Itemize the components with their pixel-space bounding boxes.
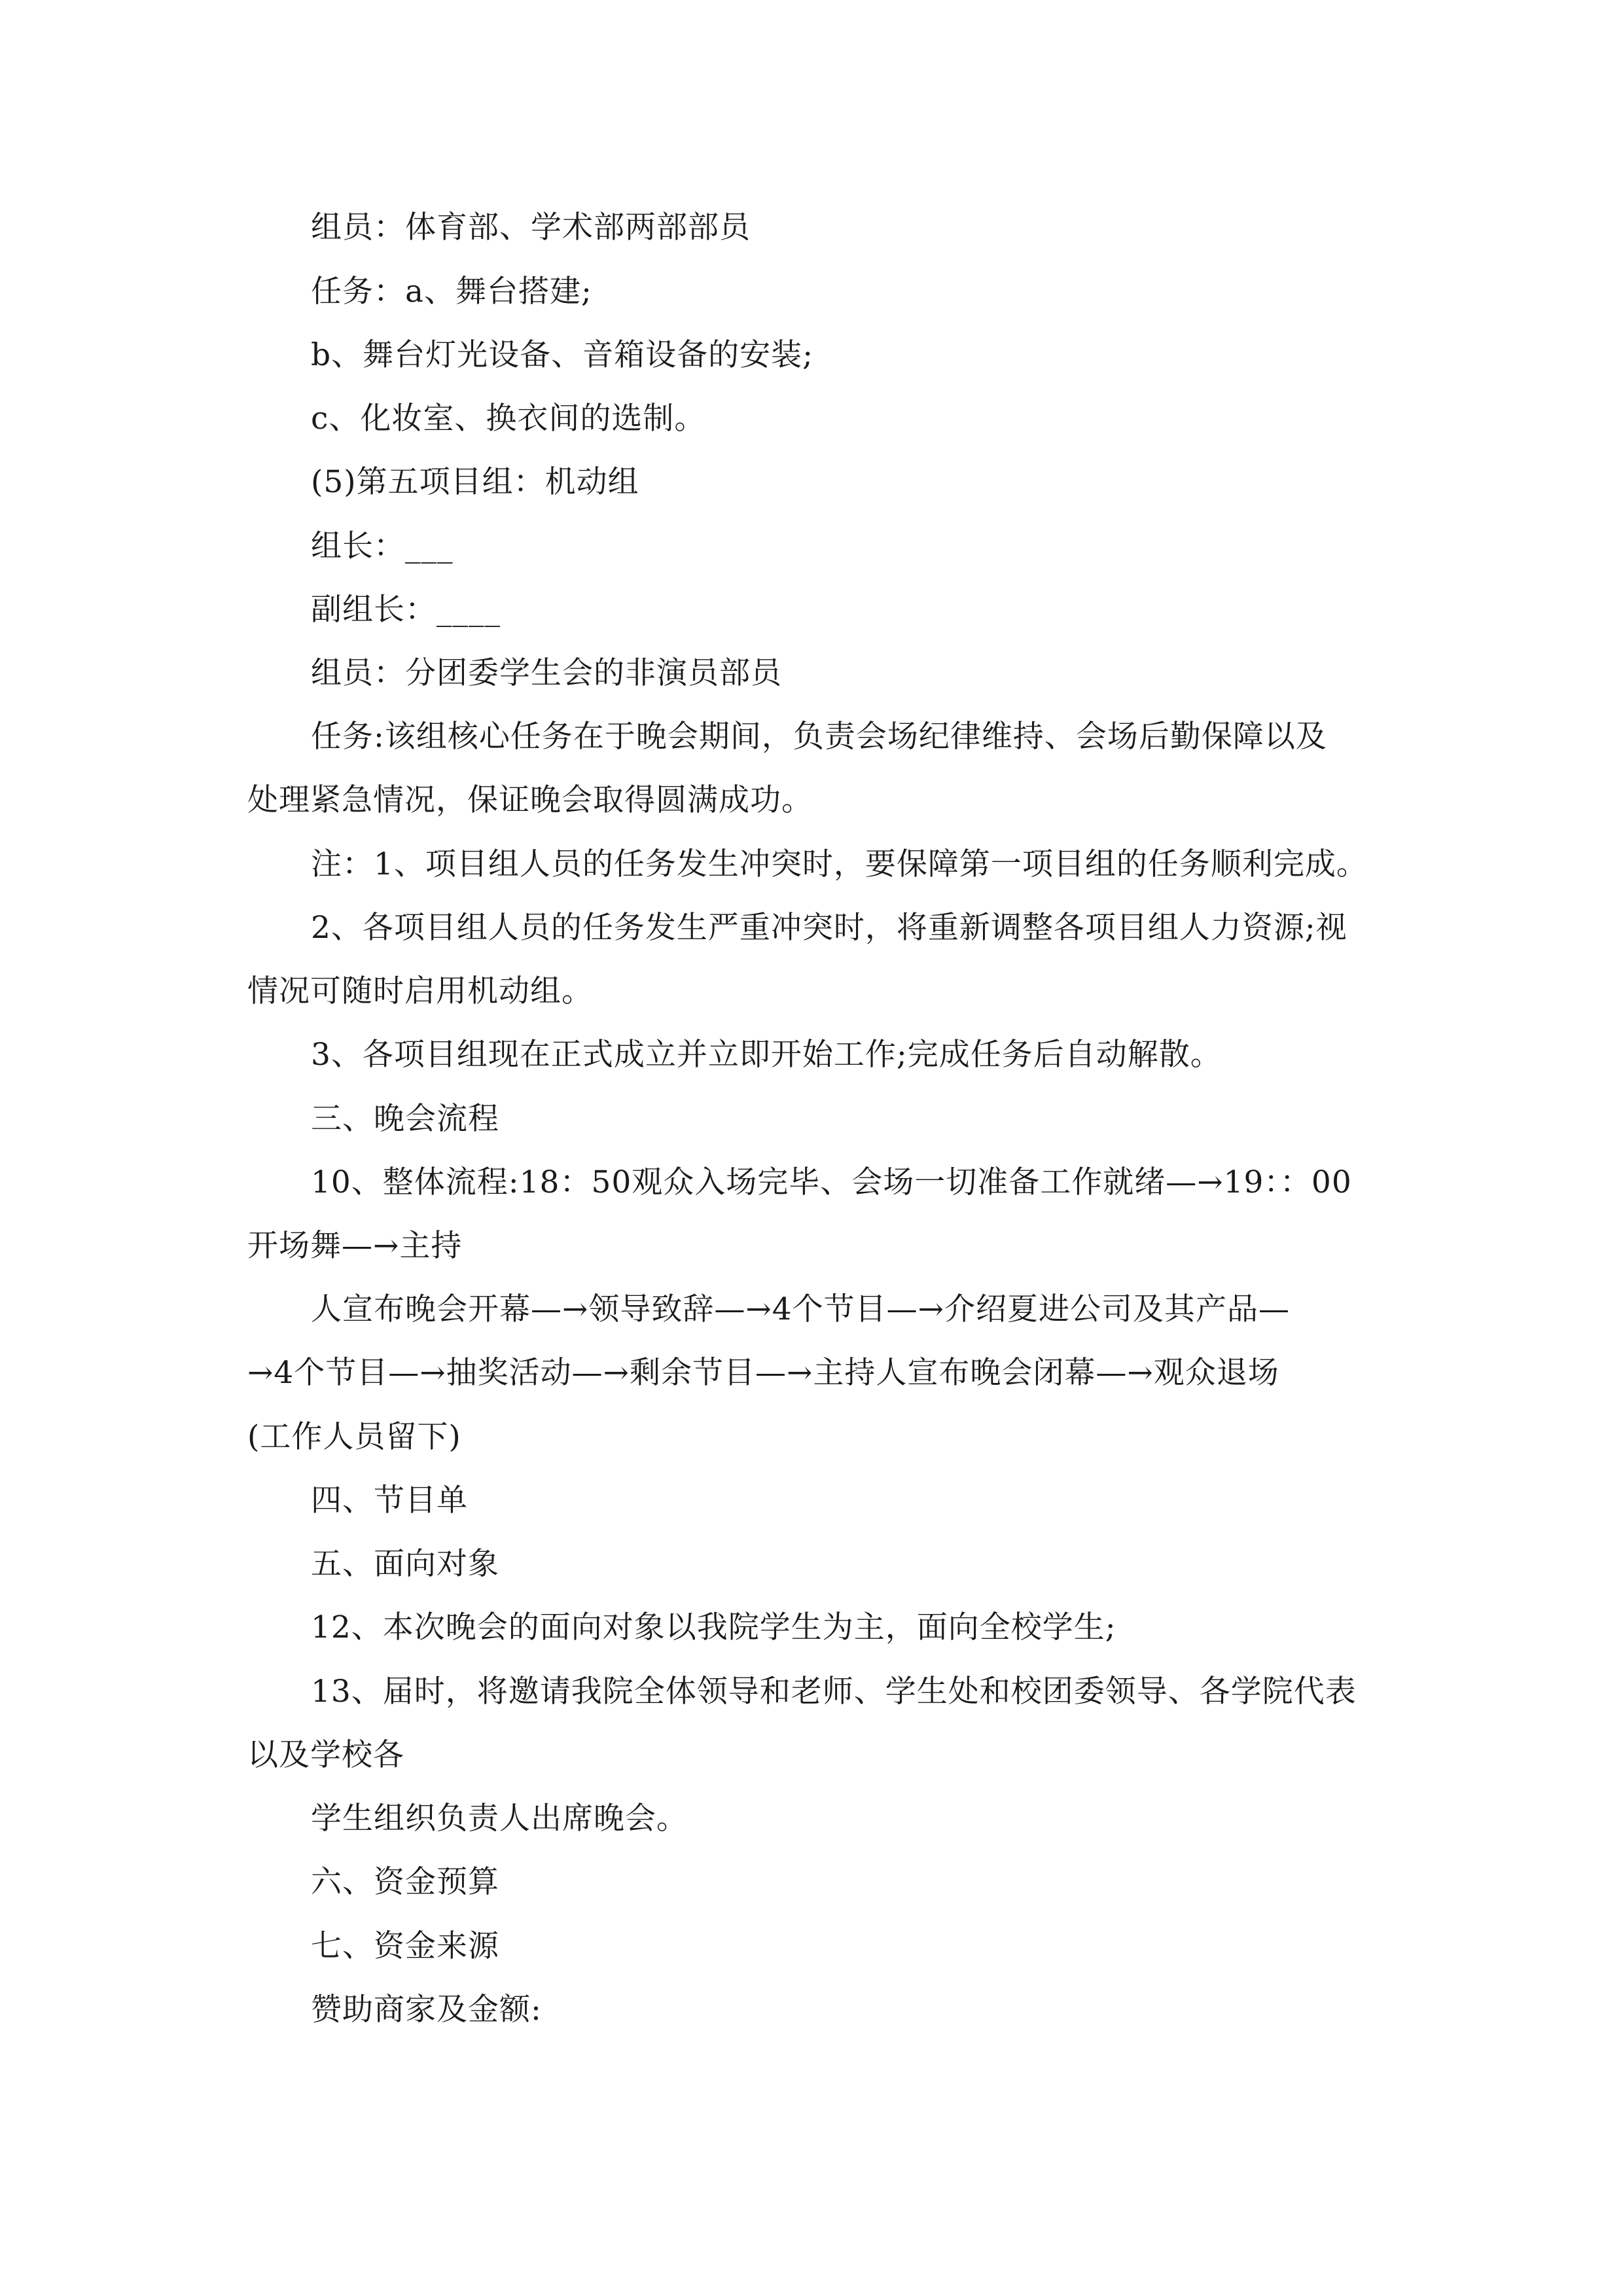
text-line: 赞助商家及金额: (311, 1992, 542, 2028)
text-line: →4个节目—→抽奖活动—→剩余节目—→主持人宣布晚会闭幕—→观众退场 (247, 1355, 1279, 1391)
text-line: 副组长：____ (311, 592, 501, 628)
section-heading: 七、资金来源 (311, 1928, 499, 1964)
section-heading: (5)第五项目组：机动组 (311, 464, 639, 500)
text-line: (工作人员留下) (247, 1419, 461, 1455)
text-line: 以及学校各 (247, 1737, 404, 1773)
text-line: 人宣布晚会开幕—→领导致辞—→4个节目—→介绍夏进公司及其产品— (311, 1291, 1291, 1327)
text-line: 组长：___ (311, 528, 454, 564)
text-line: b、舞台灯光设备、音箱设备的安装; (311, 337, 813, 373)
section-heading: 五、面向对象 (311, 1546, 499, 1582)
text-line: 学生组织负责人出席晚会。 (311, 1801, 688, 1837)
text-line: c、化妆室、换衣间的选制。 (311, 401, 706, 437)
text-line: 任务:该组核心任务在于晚会期间，负责会场纪律维持、会场后勤保障以及 (311, 719, 1327, 755)
text-line: 13、届时，将邀请我院全体领导和老师、学生处和校团委领导、各学院代表 (311, 1674, 1357, 1710)
text-line: 开场舞—→主持 (247, 1228, 463, 1264)
section-heading: 四、节目单 (311, 1482, 468, 1518)
text-line: 组员：分团委学生会的非演员部员 (311, 655, 782, 691)
text-line: 10、整体流程:18：50观众入场完毕、会场一切准备工作就绪—→19：：00 (311, 1164, 1352, 1200)
section-heading: 三、晚会流程 (311, 1101, 499, 1137)
text-line: 12、本次晚会的面向对象以我院学生为主，面向全校学生; (311, 1609, 1116, 1645)
text-line: 3、各项目组现在正式成立并立即开始工作;完成任务后自动解散。 (311, 1037, 1222, 1073)
text-line: 注：1、项目组人员的任务发生冲突时，要保障第一项目组的任务顺利完成。 (311, 846, 1368, 882)
text-line: 情况可随时启用机动组。 (247, 973, 593, 1009)
text-line: 处理紧急情况，保证晚会取得圆满成功。 (247, 782, 813, 818)
text-line: 组员：体育部、学术部两部部员 (311, 209, 751, 245)
text-line: 2、各项目组人员的任务发生严重冲突时，将重新调整各项目组人力资源;视 (311, 910, 1347, 946)
section-heading: 六、资金预算 (311, 1864, 499, 1900)
text-line: 任务：a、舞台搭建; (311, 274, 592, 310)
